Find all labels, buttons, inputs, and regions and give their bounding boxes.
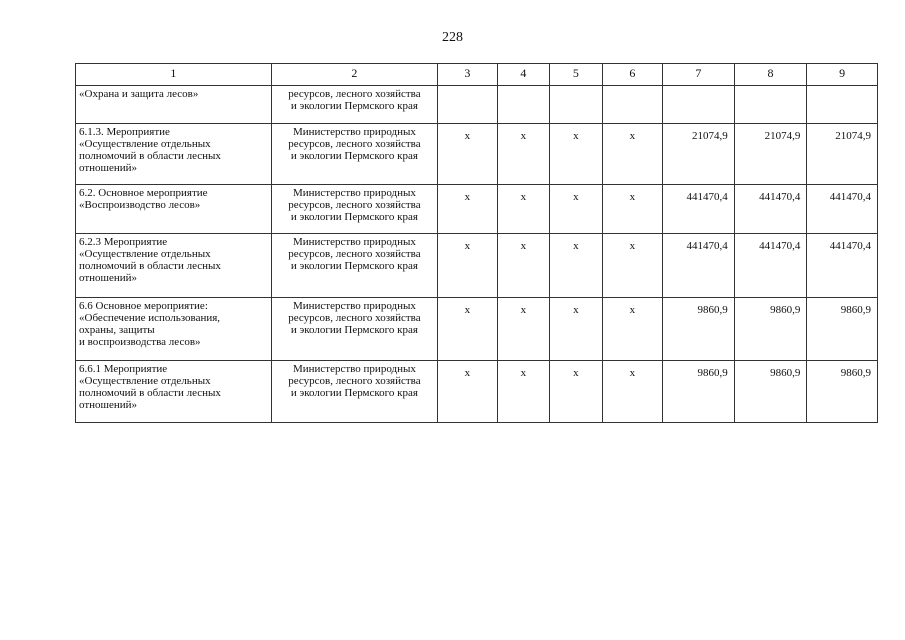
- executor-cell: [271, 124, 437, 185]
- cell-line: 6.2. Основное мероприятие: [79, 187, 208, 199]
- executor-cell: [271, 234, 437, 298]
- header-cell: 9: [807, 64, 878, 86]
- cell-line: полномочий в области лесных: [79, 260, 221, 272]
- cell-line: отношений»: [79, 272, 138, 284]
- cell-line: ресурсов, лесного хозяйства: [288, 88, 421, 100]
- activity-name-cell: [76, 298, 272, 361]
- code-cell: х: [550, 124, 602, 185]
- activity-name-cell: [76, 124, 272, 185]
- amount-cell: 21074,9: [807, 124, 878, 185]
- amount-cell: 441470,4: [807, 185, 878, 234]
- code-cell: х: [497, 124, 549, 185]
- code-cell: [550, 86, 602, 124]
- cell-line: полномочий в области лесных: [79, 150, 221, 162]
- cell-line: «Охрана и защита лесов»: [79, 88, 199, 100]
- header-cell: 2: [271, 64, 437, 86]
- amount-cell: 441470,4: [807, 234, 878, 298]
- cell-line: ресурсов, лесного хозяйства: [288, 138, 421, 150]
- table-row: [76, 298, 878, 361]
- code-cell: х: [602, 298, 663, 361]
- cell-line: и экологии Пермского края: [290, 100, 418, 112]
- amount-cell: 9860,9: [734, 298, 807, 361]
- amount-cell: [663, 86, 735, 124]
- cell-line: ресурсов, лесного хозяйства: [288, 312, 421, 324]
- header-cell: 4: [497, 64, 549, 86]
- header-cell: 8: [734, 64, 807, 86]
- cell-line: и воспроизводства лесов»: [79, 336, 201, 348]
- cell-line: и экологии Пермского края: [290, 387, 418, 399]
- executor-cell: [271, 361, 437, 423]
- cell-line: «Обеспечение использования,: [79, 312, 221, 324]
- cell-line: ресурсов, лесного хозяйства: [288, 248, 421, 260]
- code-cell: х: [602, 185, 663, 234]
- code-cell: х: [438, 298, 498, 361]
- page-number: 228: [442, 30, 463, 45]
- cell-line: отношений»: [79, 162, 138, 174]
- cell-line: Министерство природных: [292, 126, 416, 138]
- code-cell: х: [550, 185, 602, 234]
- cell-line: «Осуществление отдельных: [79, 248, 211, 260]
- amount-cell: 441470,4: [734, 185, 807, 234]
- header-cell: 1: [76, 64, 272, 86]
- cell-line: «Осуществление отдельных: [79, 138, 211, 150]
- table-row: [76, 86, 878, 124]
- executor-cell: [271, 298, 437, 361]
- code-cell: х: [602, 361, 663, 423]
- header-cell: 7: [663, 64, 735, 86]
- amount-cell: 9860,9: [807, 361, 878, 423]
- cell-line: 6.6.1 Мероприятие: [79, 363, 168, 375]
- activity-name-cell: [76, 361, 272, 423]
- activity-name-cell: [76, 185, 272, 234]
- cell-line: 6.2.3 Мероприятие: [79, 236, 168, 248]
- amount-cell: [734, 86, 807, 124]
- amount-cell: 9860,9: [807, 298, 878, 361]
- program-funding-table: [75, 63, 878, 423]
- table-row: [76, 361, 878, 423]
- cell-line: отношений»: [79, 399, 138, 411]
- cell-line: Министерство природных: [292, 300, 416, 312]
- amount-cell: 441470,4: [734, 234, 807, 298]
- activity-name-cell: [76, 234, 272, 298]
- amount-cell: 9860,9: [734, 361, 807, 423]
- cell-line: 6.1.3. Мероприятие: [79, 126, 170, 138]
- code-cell: х: [550, 234, 602, 298]
- code-cell: х: [602, 124, 663, 185]
- table-row: [76, 185, 878, 234]
- table-row: [76, 234, 878, 298]
- code-cell: х: [602, 234, 663, 298]
- cell-line: и экологии Пермского края: [290, 324, 418, 336]
- executor-cell: [271, 185, 437, 234]
- cell-line: и экологии Пермского края: [290, 150, 418, 162]
- code-cell: х: [497, 361, 549, 423]
- code-cell: х: [438, 185, 498, 234]
- header-row: [76, 64, 878, 86]
- code-cell: х: [550, 298, 602, 361]
- cell-line: полномочий в области лесных: [79, 387, 221, 399]
- header-cell: 3: [438, 64, 498, 86]
- amount-cell: [807, 86, 878, 124]
- executor-cell: [271, 86, 437, 124]
- amount-cell: 21074,9: [663, 124, 735, 185]
- cell-line: Министерство природных: [292, 236, 416, 248]
- amount-cell: 441470,4: [663, 185, 735, 234]
- amount-cell: 9860,9: [663, 298, 735, 361]
- code-cell: х: [438, 361, 498, 423]
- cell-line: ресурсов, лесного хозяйства: [288, 199, 421, 211]
- amount-cell: 21074,9: [734, 124, 807, 185]
- cell-line: «Осуществление отдельных: [79, 375, 211, 387]
- code-cell: [602, 86, 663, 124]
- cell-line: охраны, защиты: [79, 324, 155, 336]
- code-cell: [438, 86, 498, 124]
- activity-name-cell: [76, 86, 272, 124]
- table-row: [76, 124, 878, 185]
- header-cell: 6: [602, 64, 663, 86]
- code-cell: [497, 86, 549, 124]
- code-cell: х: [497, 185, 549, 234]
- header-cell: 5: [550, 64, 602, 86]
- cell-line: и экологии Пермского края: [290, 211, 418, 223]
- cell-line: Министерство природных: [292, 363, 416, 375]
- cell-line: Министерство природных: [292, 187, 416, 199]
- code-cell: х: [438, 234, 498, 298]
- cell-line: «Воспроизводство лесов»: [79, 199, 201, 211]
- code-cell: х: [497, 234, 549, 298]
- amount-cell: 441470,4: [663, 234, 735, 298]
- amount-cell: 9860,9: [663, 361, 735, 423]
- code-cell: х: [438, 124, 498, 185]
- cell-line: 6.6 Основное мероприятие:: [79, 300, 208, 312]
- code-cell: х: [497, 298, 549, 361]
- cell-line: и экологии Пермского края: [290, 260, 418, 272]
- code-cell: х: [550, 361, 602, 423]
- cell-line: ресурсов, лесного хозяйства: [288, 375, 421, 387]
